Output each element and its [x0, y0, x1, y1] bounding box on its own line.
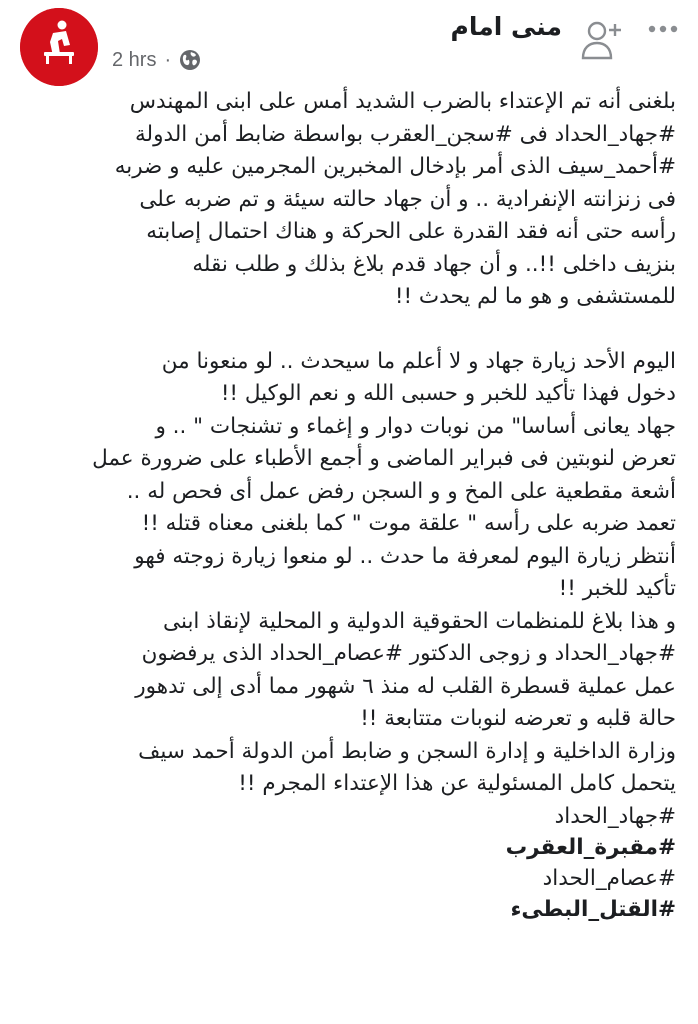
- post-meta: [112, 46, 201, 74]
- more-icon[interactable]: [646, 14, 680, 44]
- globe-icon[interactable]: [179, 49, 201, 71]
- author-name[interactable]: منى امام: [450, 12, 562, 41]
- post-body: [14, 86, 676, 925]
- hashtag-scorpion-tomb[interactable]: #مقبرة_العقرب: [505, 834, 676, 860]
- post-paragraph-1: بلغنى أنه تم الإعتداء بالضرب الشديد أمس على ابنى المهندس #جهاد_الحداد فى #سجن_العقرب بواسطة ضابط أمن الدولة #أحمد_سيف الذى أمر بإدخال المخبرين المجرمين عليه و ضربه فى زنزانته الإنفرادية .. و أن جهاد حالته سيئة و تم ضربه على رأسه حتى أنه فقد القدرة على الحركة و هناك احتمال إصابته بنزيف داخلى !!.. و أن جهاد قدم بلاغ بذلك و طلب نقله للمستشفى و هو ما لم يحدث !!: [114, 89, 676, 309]
- post-paragraph-2: اليوم الأحد زيارة جهاد و لا أعلم ما سيحدث .. لو منعونا من دخول فهذا تأكيد للخبر و حسبى الله و نعم الوكيل !! جهاد يعانى أساسا" من نوبات دوار و إغماء و تشنجات " .. و تعرض لنوبتين فى فبراير الماضى و أجمع الأطباء على ضرورة عمل أشعة مقطعية على المخ و و السجن رفض عمل أى فحص له .. تعمد ضربه على رأسه " علقة موت " كما بلغنى معناه قتله !! أنتظر زيارة اليوم لمعرفة ما حدث .. لو منعوا زيارة زوجته فهو تأكيد للخبر !! و هذا بلاغ للمنظمات الحقوقية الدولية و المحلية لإنقاذ ابنى #جهاد_الحداد و زوجى الدكتور #عصام_الحداد الذى يرفضون عمل عملية قسطرة القلب له منذ ٦ شهور مما أدى إلى تدهور حالة قلبه و تعرضه لنوبات متتابعة !! وزارة الداخلية و إدارة السجن و ضابط أمن الدولة أحمد سيف يتحمل كامل المسئولية عن هذا الإعتداء المجرم !!: [92, 348, 676, 796]
- post-header: [0, 0, 698, 90]
- post-time[interactable]: 2 hrs: [112, 48, 157, 71]
- hashtag-slow-killing[interactable]: #القتل_البطىء: [510, 896, 676, 922]
- hashtag-jihad-haddad[interactable]: #جهاد_الحداد: [554, 803, 676, 829]
- avatar[interactable]: [20, 8, 98, 86]
- add-friend-icon[interactable]: [580, 16, 624, 62]
- meta-separator: ·: [164, 48, 172, 71]
- hashtag-essam-haddad[interactable]: #عصام_الحداد: [542, 865, 676, 891]
